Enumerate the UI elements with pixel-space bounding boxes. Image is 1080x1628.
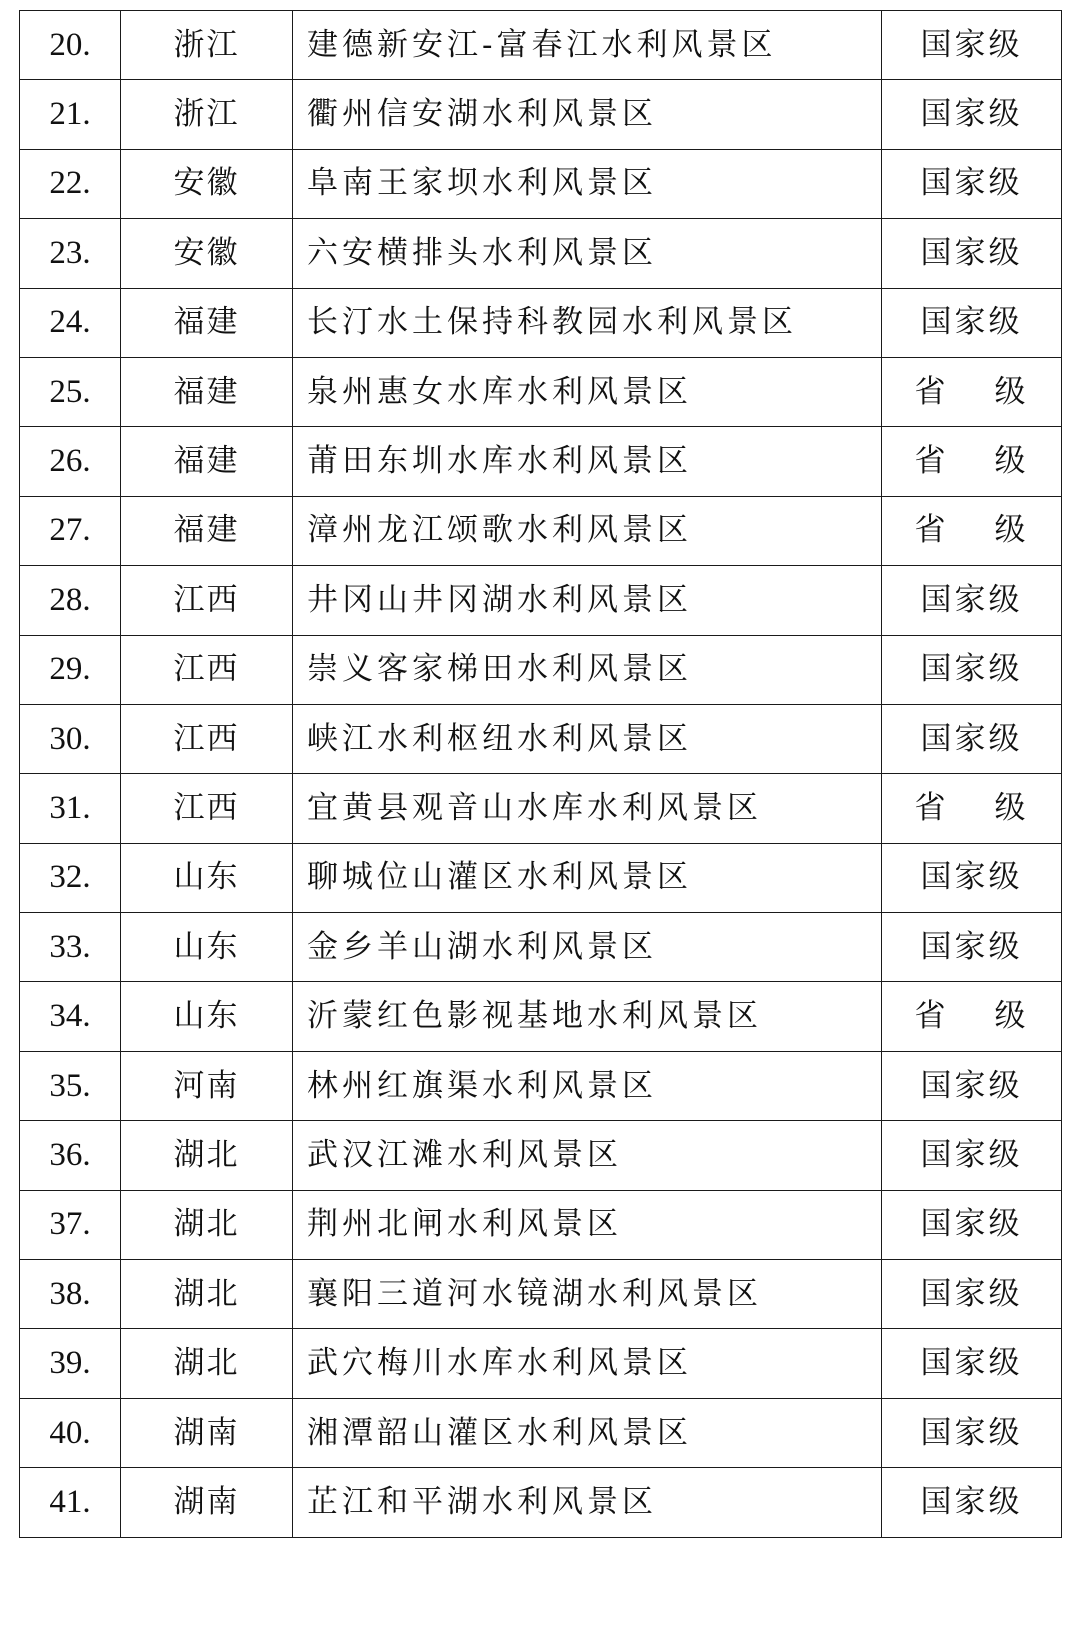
table-row <box>20 149 1062 218</box>
province-cell: 山东 <box>121 913 293 982</box>
scenic-area-name-cell: 阜南王家坝水利风景区 <box>293 149 882 218</box>
row-number: 35. <box>20 1051 121 1120</box>
row-number: 31. <box>20 774 121 843</box>
scenic-area-name-cell: 武穴梅川水库水利风景区 <box>293 1329 882 1398</box>
province-cell: 江西 <box>121 704 293 773</box>
table-row <box>20 1190 1062 1259</box>
level-char: 级 <box>994 373 1029 410</box>
province-cell: 江西 <box>121 774 293 843</box>
scenic-area-name-cell: 武汉江滩水利风景区 <box>293 1121 882 1190</box>
level-char: 级 <box>994 998 1029 1035</box>
scenic-area-name-cell: 井冈山井冈湖水利风景区 <box>293 566 882 635</box>
scenic-area-name-cell: 聊城位山灌区水利风景区 <box>293 843 882 912</box>
table-row <box>20 982 1062 1051</box>
scenic-area-name-cell: 建德新安江-富春江水利风景区 <box>293 11 882 80</box>
scenic-area-name-cell: 林州红旗渠水利风景区 <box>293 1051 882 1120</box>
table-row <box>20 635 1062 704</box>
scenic-area-name-cell: 峡江水利枢纽水利风景区 <box>293 704 882 773</box>
scenic-area-name-cell: 沂蒙红色影视基地水利风景区 <box>293 982 882 1051</box>
scenic-area-name-cell: 莆田东圳水库水利风景区 <box>293 427 882 496</box>
province-cell: 浙江 <box>121 80 293 149</box>
level-cell: 国家级 <box>882 1329 1062 1398</box>
scenic-area-name-cell: 荆州北闸水利风景区 <box>293 1190 882 1259</box>
level-cell: 国家级 <box>882 566 1062 635</box>
level-char: 省 <box>914 512 949 549</box>
table-row <box>20 288 1062 357</box>
row-number: 36. <box>20 1121 121 1190</box>
row-number: 39. <box>20 1329 121 1398</box>
level-char: 省 <box>914 789 949 826</box>
province-cell: 河南 <box>121 1051 293 1120</box>
province-cell: 福建 <box>121 357 293 426</box>
province-cell: 福建 <box>121 288 293 357</box>
province-cell: 山东 <box>121 982 293 1051</box>
level-cell: 国家级 <box>882 1260 1062 1329</box>
row-number: 25. <box>20 357 121 426</box>
scenic-area-name-cell: 衢州信安湖水利风景区 <box>293 80 882 149</box>
level-cell: 国家级 <box>882 80 1062 149</box>
level-cell: 国家级 <box>882 1051 1062 1120</box>
table-row <box>20 913 1062 982</box>
province-cell: 安徽 <box>121 149 293 218</box>
table-row <box>20 11 1062 80</box>
row-number: 30. <box>20 704 121 773</box>
level-cell: 国家级 <box>882 913 1062 982</box>
row-number: 38. <box>20 1260 121 1329</box>
level-char: 级 <box>994 443 1029 480</box>
scenic-area-table <box>19 10 1062 1538</box>
table-row <box>20 427 1062 496</box>
province-cell: 福建 <box>121 427 293 496</box>
province-cell: 福建 <box>121 496 293 565</box>
level-cell <box>882 982 1062 1051</box>
scenic-area-name-cell: 泉州惠女水库水利风景区 <box>293 357 882 426</box>
level-char: 省 <box>914 443 949 480</box>
scenic-area-name-cell: 湘潭韶山灌区水利风景区 <box>293 1398 882 1467</box>
table-row <box>20 1260 1062 1329</box>
scenic-area-name-cell: 襄阳三道河水镜湖水利风景区 <box>293 1260 882 1329</box>
row-number: 26. <box>20 427 121 496</box>
row-number: 33. <box>20 913 121 982</box>
table-row <box>20 219 1062 288</box>
row-number: 23. <box>20 219 121 288</box>
table-row <box>20 1468 1062 1537</box>
level-char: 级 <box>994 512 1029 549</box>
level-cell <box>882 496 1062 565</box>
level-cell: 国家级 <box>882 219 1062 288</box>
table-row <box>20 774 1062 843</box>
row-number: 32. <box>20 843 121 912</box>
row-number: 34. <box>20 982 121 1051</box>
scenic-area-name-cell: 六安横排头水利风景区 <box>293 219 882 288</box>
level-cell: 国家级 <box>882 149 1062 218</box>
province-cell: 湖北 <box>121 1121 293 1190</box>
scenic-area-name-cell: 漳州龙江颂歌水利风景区 <box>293 496 882 565</box>
row-number: 21. <box>20 80 121 149</box>
table-row <box>20 1051 1062 1120</box>
province-cell: 江西 <box>121 566 293 635</box>
table-row <box>20 1121 1062 1190</box>
level-char: 省 <box>914 373 949 410</box>
table-row <box>20 704 1062 773</box>
level-cell: 国家级 <box>882 288 1062 357</box>
level-cell: 国家级 <box>882 635 1062 704</box>
province-cell: 湖北 <box>121 1329 293 1398</box>
table-row <box>20 496 1062 565</box>
level-cell: 国家级 <box>882 1190 1062 1259</box>
province-cell: 湖南 <box>121 1468 293 1537</box>
row-number: 41. <box>20 1468 121 1537</box>
row-number: 20. <box>20 11 121 80</box>
table-row <box>20 80 1062 149</box>
province-cell: 江西 <box>121 635 293 704</box>
row-number: 29. <box>20 635 121 704</box>
scenic-area-name-cell: 崇义客家梯田水利风景区 <box>293 635 882 704</box>
province-cell: 湖北 <box>121 1260 293 1329</box>
table-row <box>20 566 1062 635</box>
level-char: 省 <box>914 998 949 1035</box>
level-cell: 国家级 <box>882 704 1062 773</box>
table-body <box>20 11 1062 1538</box>
province-cell: 山东 <box>121 843 293 912</box>
level-cell <box>882 774 1062 843</box>
level-cell <box>882 357 1062 426</box>
row-number: 22. <box>20 149 121 218</box>
row-number: 37. <box>20 1190 121 1259</box>
scenic-area-name-cell: 金乡羊山湖水利风景区 <box>293 913 882 982</box>
level-cell: 国家级 <box>882 1468 1062 1537</box>
level-cell: 国家级 <box>882 1121 1062 1190</box>
province-cell: 安徽 <box>121 219 293 288</box>
level-cell: 国家级 <box>882 843 1062 912</box>
level-char: 级 <box>994 789 1029 826</box>
level-cell: 国家级 <box>882 1398 1062 1467</box>
scenic-area-name-cell: 宜黄县观音山水库水利风景区 <box>293 774 882 843</box>
province-cell: 湖北 <box>121 1190 293 1259</box>
province-cell: 浙江 <box>121 11 293 80</box>
level-cell: 国家级 <box>882 11 1062 80</box>
province-cell: 湖南 <box>121 1398 293 1467</box>
scenic-area-name-cell: 长汀水土保持科教园水利风景区 <box>293 288 882 357</box>
level-cell <box>882 427 1062 496</box>
table-row <box>20 1398 1062 1467</box>
row-number: 40. <box>20 1398 121 1467</box>
row-number: 28. <box>20 566 121 635</box>
table-row <box>20 843 1062 912</box>
row-number: 24. <box>20 288 121 357</box>
table-row <box>20 1329 1062 1398</box>
row-number: 27. <box>20 496 121 565</box>
scenic-area-name-cell: 芷江和平湖水利风景区 <box>293 1468 882 1537</box>
table-row <box>20 357 1062 426</box>
